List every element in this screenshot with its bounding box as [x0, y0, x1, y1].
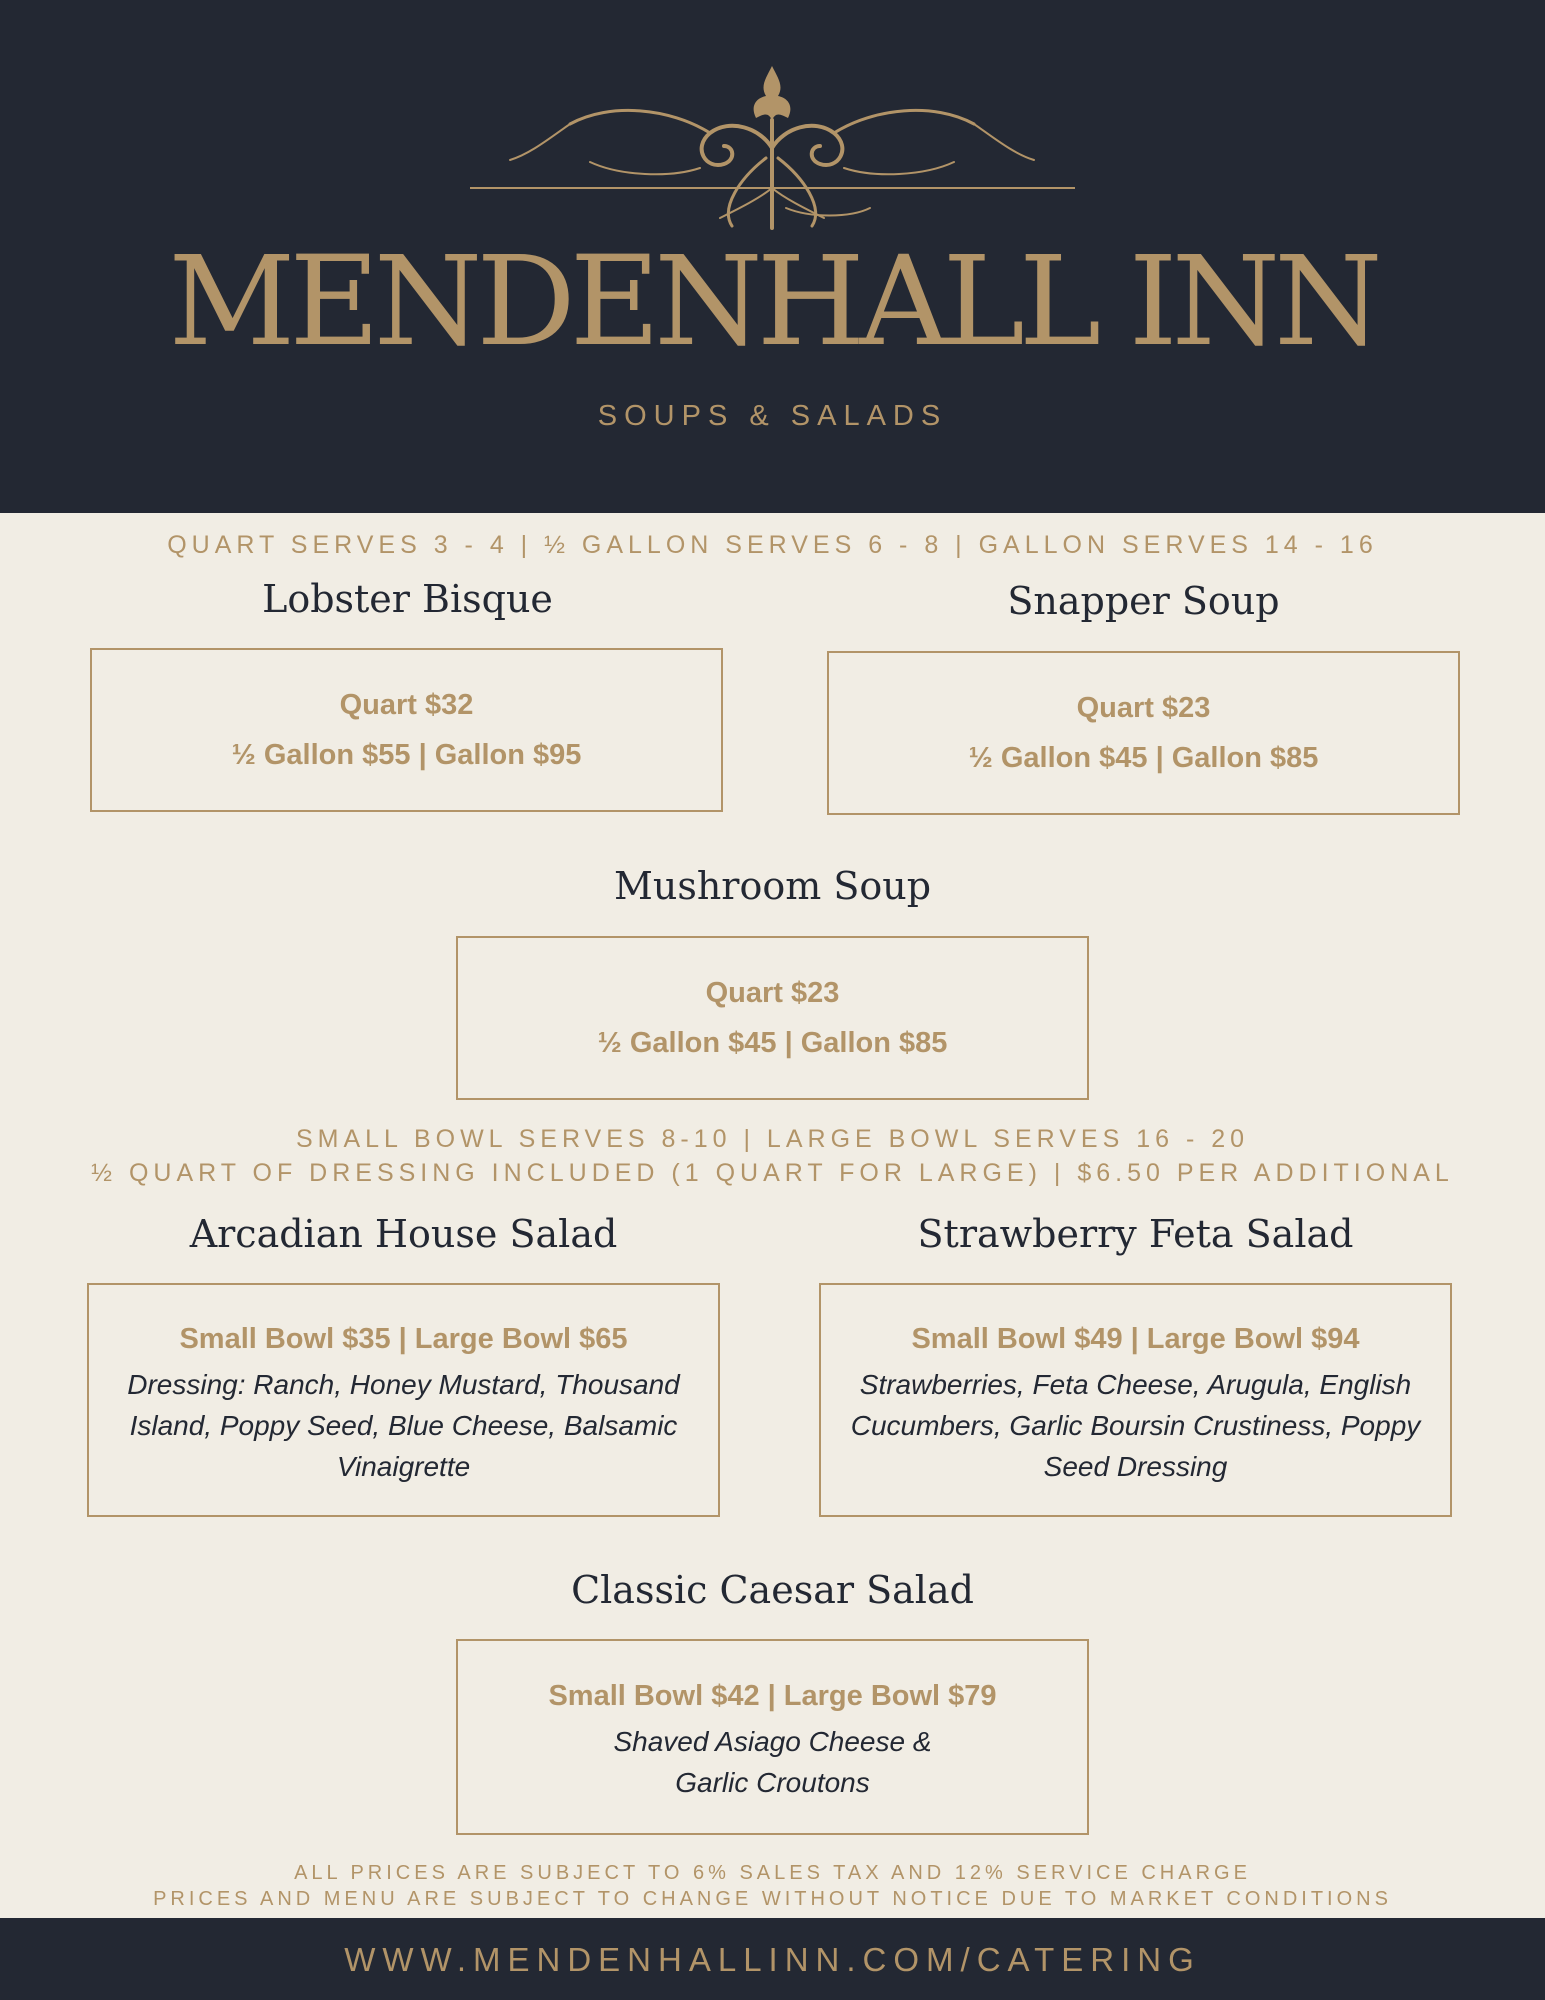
- item-description: Strawberries, Feta Cheese, Arugula, English Cucumbers, Garlic Boursin Crustiness, Poppy Seed Dressing: [850, 1368, 1421, 1482]
- item-name-classic-caesar-salad: Classic Caesar Salad: [571, 1568, 974, 1612]
- price-change-disclaimer: PRICES AND MENU ARE SUBJECT TO CHANGE WITHOUT NOTICE DUE TO MARKET CONDITIONS: [153, 1888, 1392, 1910]
- restaurant-title: MENDENHALL INN: [168, 230, 1377, 374]
- flourish-ornament-icon: [470, 58, 1075, 233]
- header-banner: [0, 0, 1545, 513]
- price-line: Small Bowl $49 | Large Bowl $94: [911, 1322, 1360, 1355]
- price-line: Quart $23: [705, 977, 840, 1009]
- price-line: Small Bowl $35 | Large Bowl $65: [179, 1322, 628, 1355]
- salad-dressing-note: ½ QUART OF DRESSING INCLUDED (1 QUART FOR LARGE) | $6.50 PER ADDITIONAL: [91, 1159, 1454, 1187]
- soup-serving-note: QUART SERVES 3 - 4 | ½ GALLON SERVES 6 - 8 | GALLON SERVES 14 - 16: [167, 531, 1378, 559]
- price-line: Small Bowl $42 | Large Bowl $79: [548, 1680, 997, 1712]
- price-line: ½ Gallon $45 | Gallon $85: [968, 742, 1319, 774]
- item-name-snapper-soup: Snapper Soup: [1007, 579, 1280, 623]
- salad-serving-note: SMALL BOWL SERVES 8-10 | LARGE BOWL SERVES 16 - 20: [295, 1125, 1250, 1153]
- price-box-classic-caesar-salad: [456, 1639, 1089, 1835]
- item-name-lobster-bisque: Lobster Bisque: [262, 577, 553, 621]
- price-line: ½ Gallon $45 | Gallon $85: [597, 1027, 948, 1059]
- price-box-arcadian-house-salad: [87, 1283, 720, 1517]
- catering-website-link[interactable]: WWW.MENDENHALLINN.COM/CATERING: [344, 1941, 1201, 1978]
- item-name-arcadian-house-salad: Arcadian House Salad: [189, 1212, 618, 1256]
- item-name-strawberry-feta-salad: Strawberry Feta Salad: [917, 1212, 1354, 1256]
- price-box-strawberry-feta-salad: [819, 1283, 1452, 1517]
- price-line: ½ Gallon $55 | Gallon $95: [231, 739, 582, 771]
- price-box-mushroom-soup: [456, 936, 1089, 1100]
- item-description: Dressing: Ranch, Honey Mustard, Thousand Island, Poppy Seed, Blue Cheese, Balsamic Vinaigrette: [127, 1368, 680, 1482]
- footer-banner: [0, 1918, 1545, 2000]
- price-box-lobster-bisque: [90, 648, 723, 812]
- price-line: Quart $23: [1076, 692, 1211, 724]
- price-box-snapper-soup: [827, 651, 1460, 815]
- tax-disclaimer: ALL PRICES ARE SUBJECT TO 6% SALES TAX AND 12% SERVICE CHARGE: [294, 1862, 1251, 1884]
- item-name-mushroom-soup: Mushroom Soup: [613, 864, 932, 908]
- menu-subtitle: SOUPS & SALADS: [597, 400, 948, 432]
- item-description: Shaved Asiago Cheese & Garlic Croutons: [613, 1726, 932, 1798]
- price-line: Quart $32: [339, 689, 474, 721]
